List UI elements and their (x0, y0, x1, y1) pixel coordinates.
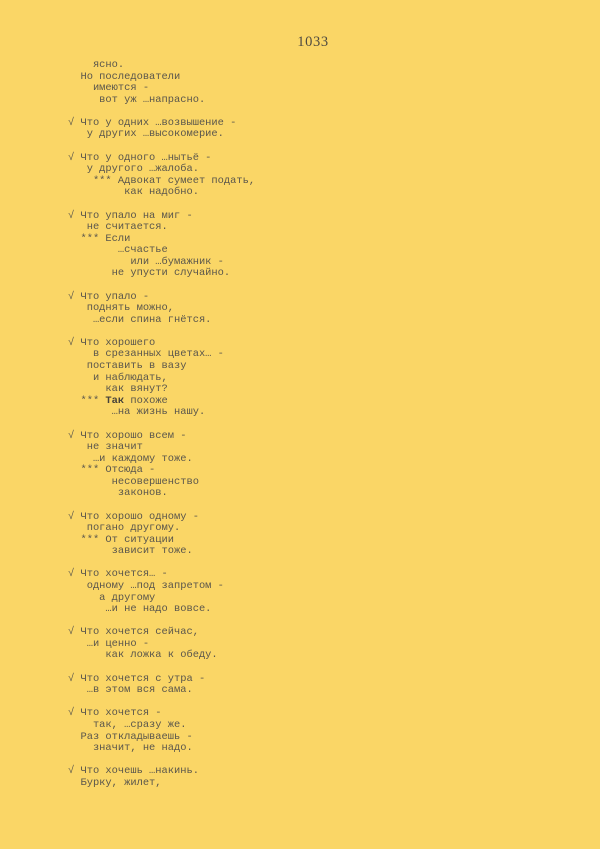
poem-text: не упусти случайно. (68, 267, 231, 280)
poem-text: погано другому. (68, 522, 181, 535)
poem-text: или …бумажник - (68, 255, 224, 268)
page-number: 1033 (297, 34, 329, 50)
poem-text: поднять можно, (68, 302, 175, 315)
stanza (68, 512, 255, 558)
poem-text: *** Отсюда - (68, 464, 156, 477)
poem-text: не значит (68, 441, 143, 454)
page-header (0, 33, 600, 51)
poem-text: имеются - (68, 82, 150, 95)
poem-text: √ Что у одного …нытьё - (68, 151, 212, 164)
poem-text: √ Что упало на миг - (68, 209, 193, 222)
poem-text: √ Что хочешь …накинь. (68, 765, 199, 778)
poem-text: √ Что хочется с утра - (68, 672, 206, 685)
poem-text: …счастье (68, 244, 168, 257)
stanza (68, 627, 255, 662)
poem-text: в срезанных цветах… - (68, 348, 224, 361)
poem-text: √ Что хочется - (68, 707, 162, 720)
stanza (68, 292, 255, 327)
poem-line (68, 488, 255, 500)
poem-text: поставить в вазу (68, 360, 187, 373)
poem-text: вот уж …напрасно. (68, 93, 206, 106)
poem-text: *** Адвокат сумеет подать, (68, 174, 256, 187)
poem (68, 60, 255, 789)
poem-text: и наблюдать, (68, 371, 168, 384)
stanza (68, 708, 255, 754)
poem-line (68, 685, 255, 697)
poem-text: значит, не надо. (68, 742, 193, 755)
poem-text: …и ценно - (68, 637, 150, 650)
poem-text: ясно. (68, 59, 125, 71)
poem-line (68, 129, 255, 141)
poem-line (68, 95, 255, 107)
poem-text: √ Что хорошего (68, 336, 156, 349)
stanza (68, 766, 255, 789)
poem-text: √ Что у одних …возвышение - (68, 116, 237, 129)
poem-line (68, 546, 255, 558)
poem-text-bold: Так (105, 394, 125, 407)
poem-text: …и не надо вовсе. (68, 603, 212, 616)
poem-text: похоже (124, 394, 168, 407)
poem-text: √ Что хорошо всем - (68, 429, 187, 442)
poem-text: у другого …жалоба. (68, 163, 199, 176)
stanza (68, 211, 255, 280)
poem-text: …в этом вся сама. (68, 684, 193, 697)
stanza (68, 153, 255, 199)
stanza (68, 674, 255, 697)
poem-line (68, 315, 255, 327)
poem-text: *** Если (68, 232, 131, 245)
stanza (68, 569, 255, 615)
poem-line (68, 743, 255, 755)
poem-text: Бурку, жилет, (68, 776, 162, 789)
poem-line (68, 650, 255, 662)
stanza (68, 60, 255, 106)
stanza (68, 118, 255, 141)
poem-text: а другому (68, 591, 156, 604)
poem-text: Но последователи (68, 70, 181, 83)
poem-text: у других …высокомерие. (68, 128, 224, 141)
poem-text: …и каждому тоже. (68, 452, 193, 465)
stanza (68, 431, 255, 500)
poem-text: законов. (68, 487, 168, 500)
poem-text: √ Что хочется… - (68, 568, 168, 581)
poem-text: как вянут? (68, 383, 168, 396)
poem-text: …если спина гнётся. (68, 313, 212, 326)
poem-text: √ Что хочется сейчас, (68, 626, 199, 639)
poem-text: √ Что упало - (68, 290, 150, 303)
poem-text: как ложка к обеду. (68, 649, 218, 662)
poem-line (68, 187, 255, 199)
poem-text: Раз откладываешь - (68, 730, 193, 743)
poem-text: как надобно. (68, 186, 199, 199)
poem-text: √ Что хорошо одному - (68, 510, 199, 523)
poem-text: …на жизнь нашу. (68, 406, 206, 419)
poem-line (68, 604, 255, 616)
poem-line (68, 407, 255, 419)
poem-text: несовершенство (68, 475, 199, 488)
poem-text: так, …сразу же. (68, 718, 187, 731)
poem-text: *** От ситуации (68, 533, 175, 546)
poem-text: одному …под запретом - (68, 580, 224, 593)
poem-line (68, 268, 255, 280)
poem-text: *** (68, 394, 106, 407)
poem-text: не считается. (68, 221, 168, 234)
poem-line (68, 778, 255, 790)
poem-text: зависит тоже. (68, 545, 193, 558)
stanza (68, 338, 255, 419)
